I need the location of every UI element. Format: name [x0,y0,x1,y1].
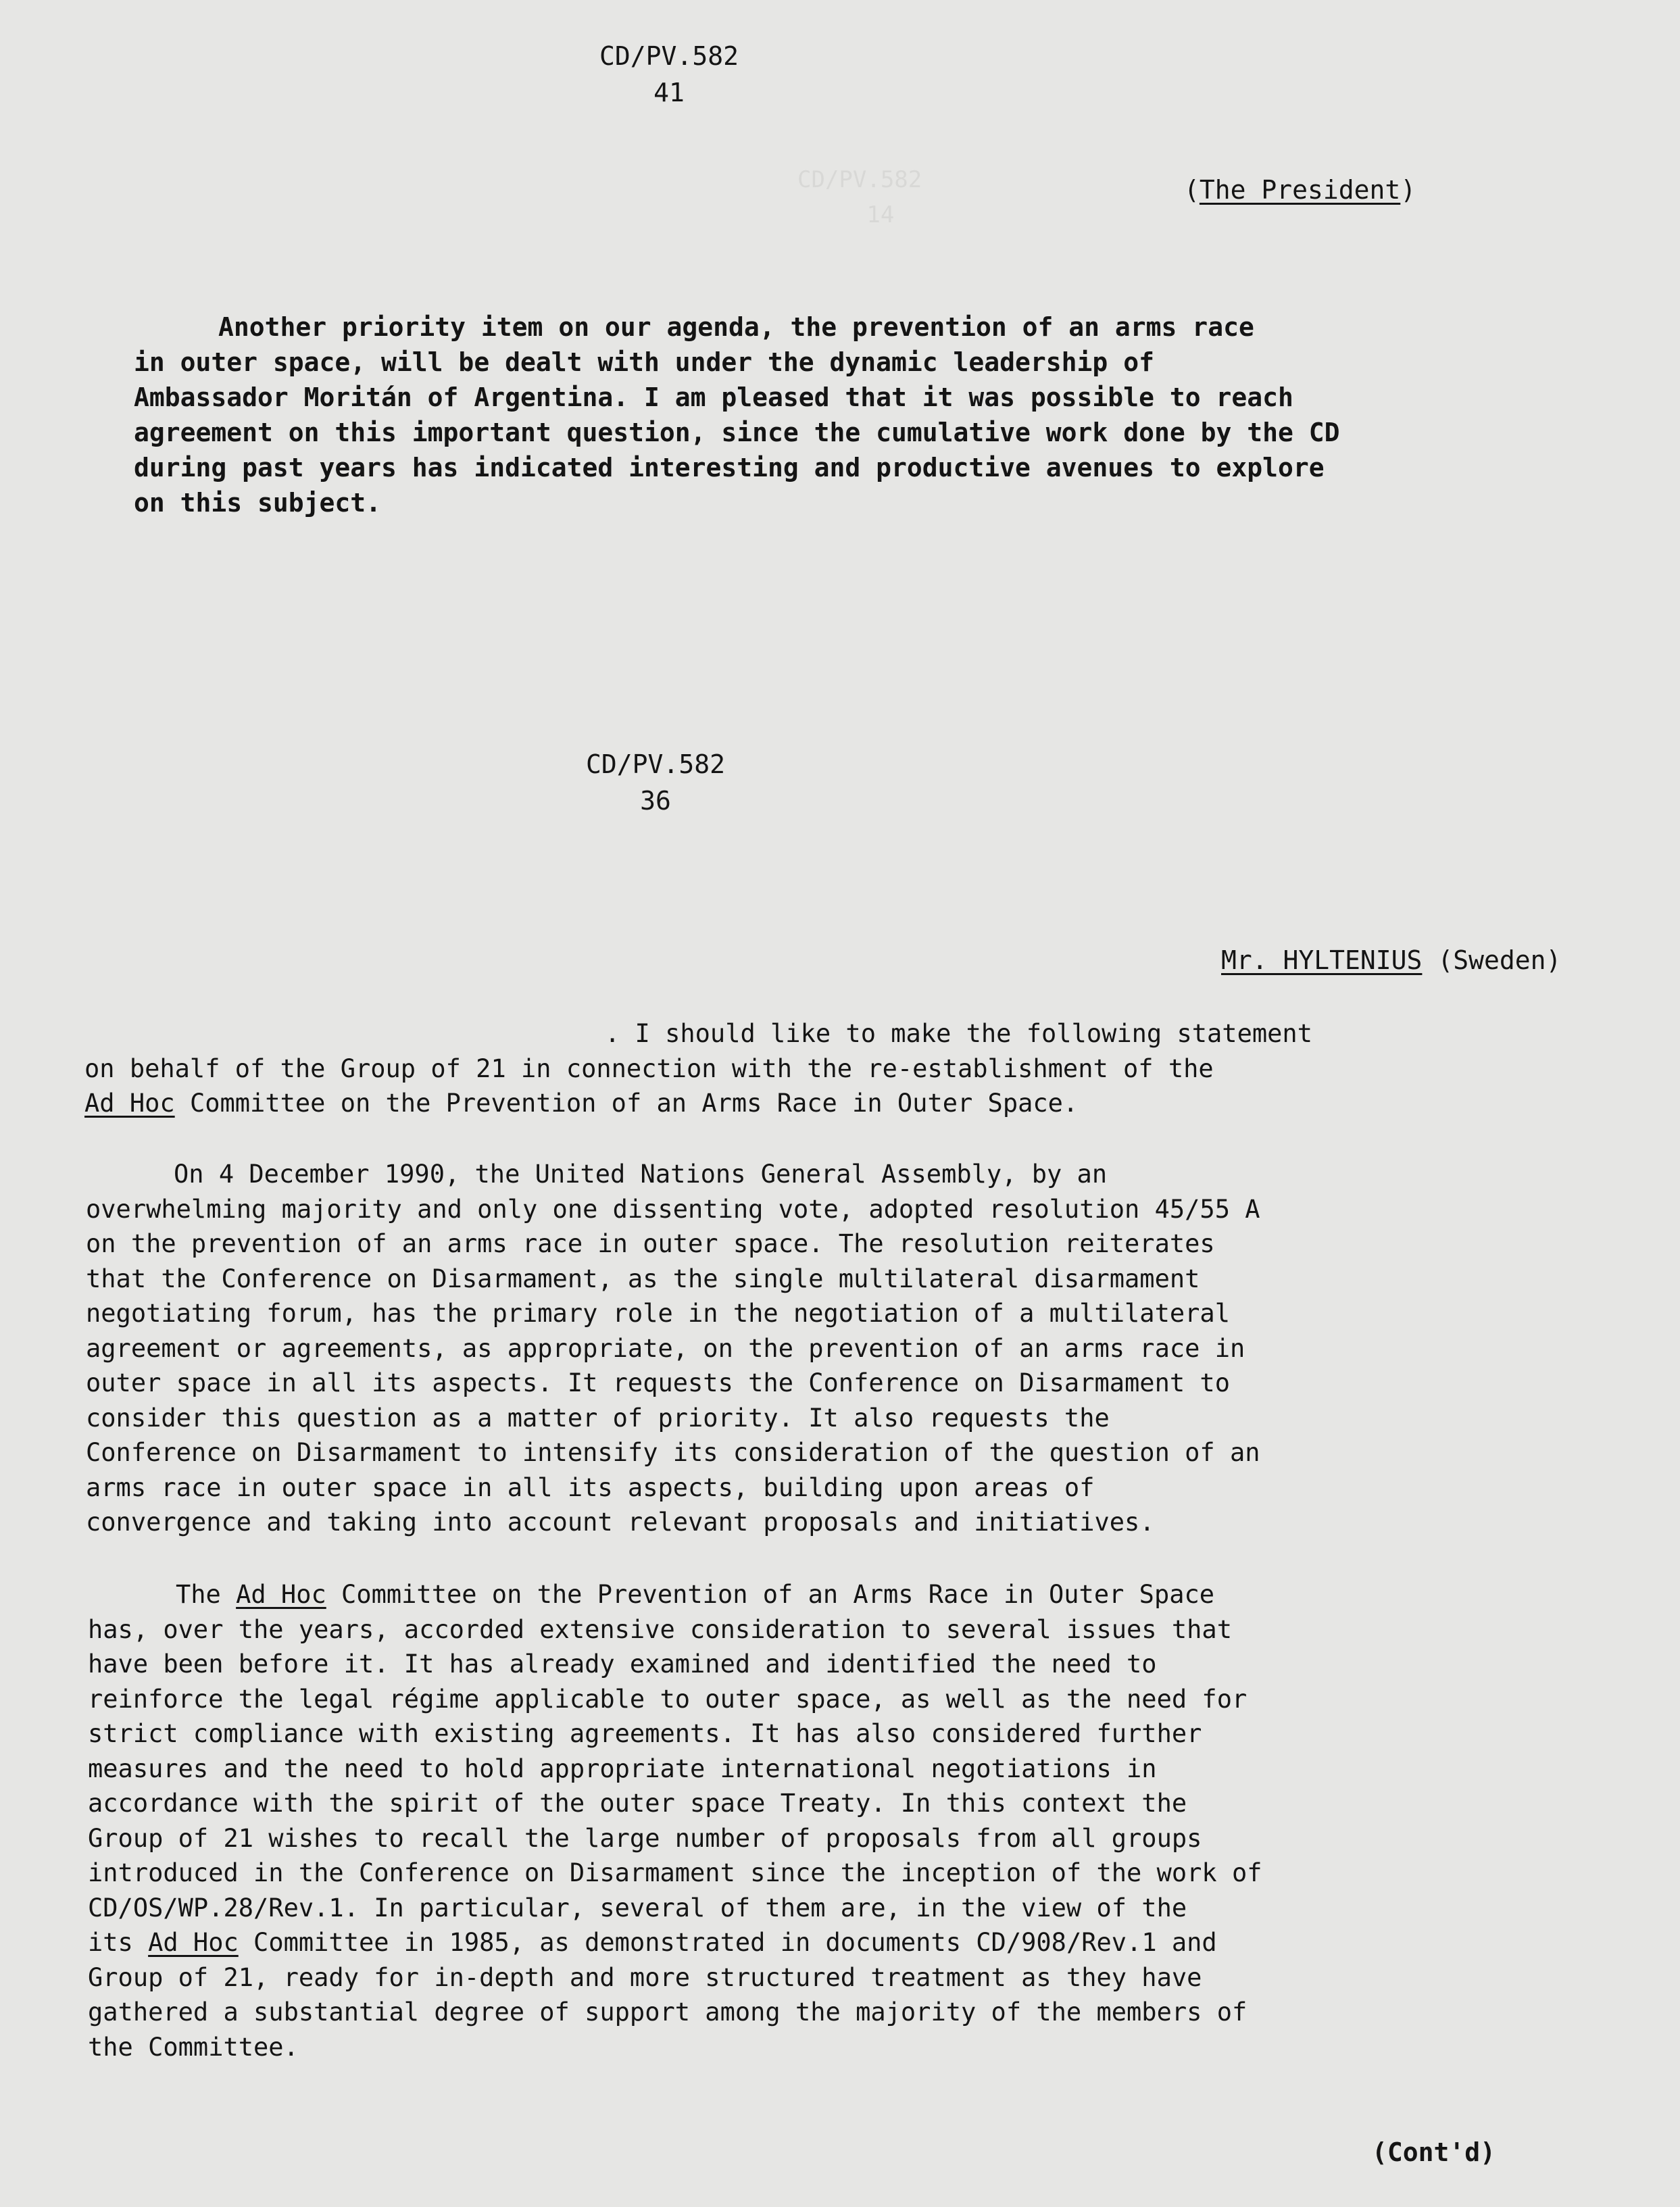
text-line: Conference on Disarmament to intensify its consideration of the question of an [86,1438,1260,1467]
text-line: that the Conference on Disarmament, as the single multilateral disarmament [86,1264,1200,1293]
text-line: reinforce the legal régime applicable to outer space, as well as the need for [88,1684,1247,1714]
text-line: its Ad Hoc Committee in 1985, as demonstrated in documents CD/908/Rev.1 and [88,1928,1217,1957]
bleed-through-text: CD/PV.582 14 [797,166,922,228]
text-line: has, over the years, accorded extensive consideration to several issues that [88,1614,1232,1644]
text-line: outer space in all its aspects. It requests the Conference on Disarmament to [86,1368,1230,1397]
text-line: have been before it. It has already examined and identified the need to [88,1650,1157,1679]
text-line: arms race in outer space in all its aspects, building upon areas of [86,1472,1095,1502]
text-line: consider this question as a matter of priority. It also requests the [86,1403,1110,1433]
text-line: CD/OS/WP.28/Rev.1. In particular, several of them are, in the view of the [88,1893,1187,1923]
ad-hoc-term: Ad Hoc [148,1928,239,1957]
president-paragraph [134,309,1553,520]
speaker-country: (Sweden) [1437,945,1562,975]
text-line: measures and the need to hold appropriate international negotiations in [88,1754,1157,1783]
statement-intro-paragraph [84,1016,1639,1121]
text-line: agreement or agreements, as appropriate, on the prevention of an arms race in [86,1333,1245,1363]
committee-paragraph [88,1577,1642,2064]
text-line: Ambassador Moritán of Argentina. I am pleased that it was possible to reach [134,382,1293,412]
continued-label: (Cont'd) [1372,2137,1496,2167]
ad-hoc-term: Ad Hoc [236,1580,326,1609]
document-reference-middle [520,746,791,819]
text-line: in outer space, will be dealt with under the dynamic leadership of [134,347,1154,377]
text-line: gathered a substantial degree of support among the majority of the members of [88,1998,1247,2027]
resolution-paragraph [86,1157,1640,1540]
doc-symbol: CD/PV.582 [586,749,725,779]
ad-hoc-term: Ad Hoc [84,1089,175,1118]
page-number: 36 [640,786,671,816]
text-line: Group of 21 wishes to recall the large number of proposals from all groups [88,1823,1202,1853]
text-line: Group of 21, ready for in-depth and more structured treatment as they have [88,1962,1202,1992]
speaker-label-president: (The President) [1184,175,1416,205]
text-line: Another priority item on our agenda, the prevention of an arms race [218,312,1254,342]
document-reference-top [534,38,804,111]
text-line: convergence and taking into account relevant proposals and initiatives. [86,1508,1155,1537]
text-line: introduced in the Conference on Disarmament since the inception of the work of [88,1858,1262,1887]
page-number: 41 [653,78,685,107]
speaker-name: The President [1199,175,1401,205]
doc-symbol: CD/PV.582 [599,41,739,71]
text-line: on the prevention of an arms race in outer space. The resolution reiterates [86,1229,1215,1258]
speaker-name: Mr. HYLTENIUS [1221,945,1423,975]
text-line: accordance with the spirit of the outer space Treaty. In this context the [88,1789,1187,1818]
text-line: The Ad Hoc Committee on the Prevention of an Arms Race in Outer Space [176,1580,1215,1609]
text-line: negotiating forum, has the primary role in the negotiation of a multilateral [86,1299,1230,1328]
text-line: on behalf of the Group of 21 in connection with the re-establishment of the [84,1053,1214,1083]
text-line: overwhelming majority and only one dissenting vote, adopted resolution 45/55 A [86,1194,1260,1224]
text-line: the Committee. [88,2032,299,2062]
text-line: during past years has indicated interesting and productive avenues to explore [134,453,1325,482]
text-line: Ad Hoc Committee on the Prevention of an Arms Race in Outer Space. [84,1089,1079,1118]
speaker-label-sweden [1221,943,1561,977]
text-line: on this subject. [134,488,382,518]
text-line: On 4 December 1990, the United Nations General Assembly, by an [174,1160,1108,1189]
text-line: strict compliance with existing agreements. It has also considered further [88,1719,1202,1748]
text-line: . I should like to make the following statement [605,1019,1312,1048]
text-line: agreement on this important question, since the cumulative work done by the CD [134,418,1340,447]
